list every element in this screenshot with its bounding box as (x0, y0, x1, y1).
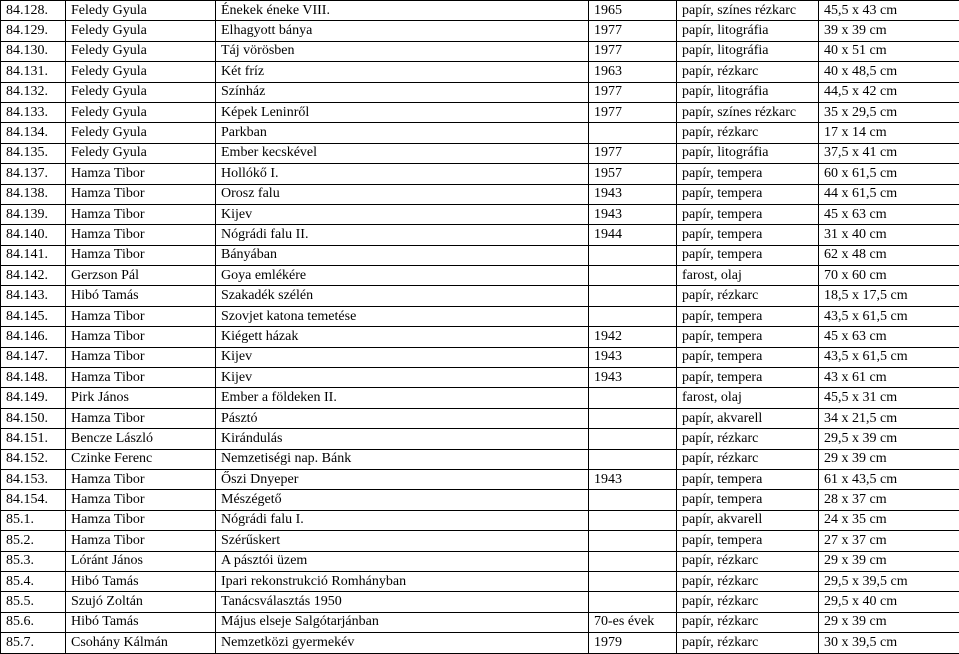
size-cell: 40 x 48,5 cm (819, 62, 959, 82)
size-cell: 45,5 x 43 cm (819, 1, 959, 21)
technique-cell: papír, tempera (677, 184, 819, 204)
artist-cell: Hamza Tibor (66, 510, 216, 530)
artist-cell: Hamza Tibor (66, 368, 216, 388)
technique-cell: papír, tempera (677, 306, 819, 326)
artist-cell: Feledy Gyula (66, 102, 216, 122)
table-row (1, 266, 959, 286)
table-row (1, 510, 959, 530)
year-cell (589, 571, 677, 591)
artist-cell: Hibó Tamás (66, 612, 216, 632)
year-cell (589, 123, 677, 143)
technique-cell: papír, rézkarc (677, 592, 819, 612)
title-cell: Kijev (216, 204, 589, 224)
inventory-number-cell: 84.131. (1, 62, 66, 82)
technique-cell: papír, tempera (677, 368, 819, 388)
table-row (1, 82, 959, 102)
technique-cell: papír, rézkarc (677, 571, 819, 591)
inventory-number-cell: 84.142. (1, 266, 66, 286)
title-cell: Énekek éneke VIII. (216, 1, 589, 21)
artist-cell: Hamza Tibor (66, 245, 216, 265)
technique-cell: papír, litográfia (677, 143, 819, 163)
year-cell: 1977 (589, 21, 677, 41)
table-row (1, 592, 959, 612)
inventory-number-cell: 84.134. (1, 123, 66, 143)
title-cell: A pásztói üzem (216, 551, 589, 571)
size-cell: 40 x 51 cm (819, 41, 959, 61)
year-cell (589, 490, 677, 510)
technique-cell: papír, rézkarc (677, 612, 819, 632)
year-cell: 1957 (589, 164, 677, 184)
artist-cell: Hamza Tibor (66, 225, 216, 245)
inventory-number-cell: 84.145. (1, 306, 66, 326)
inventory-number-cell: 84.146. (1, 327, 66, 347)
title-cell: Hollókő I. (216, 164, 589, 184)
title-cell: Kijev (216, 347, 589, 367)
size-cell: 29,5 x 39,5 cm (819, 571, 959, 591)
artist-cell: Hamza Tibor (66, 204, 216, 224)
size-cell: 29 x 39 cm (819, 449, 959, 469)
table-row (1, 184, 959, 204)
size-cell: 29 x 39 cm (819, 612, 959, 632)
title-cell: Színház (216, 82, 589, 102)
size-cell: 24 x 35 cm (819, 510, 959, 530)
technique-cell: papír, akvarell (677, 510, 819, 530)
technique-cell: papír, rézkarc (677, 551, 819, 571)
technique-cell: papír, tempera (677, 225, 819, 245)
table-row (1, 408, 959, 428)
title-cell: Parkban (216, 123, 589, 143)
inventory-number-cell: 84.150. (1, 408, 66, 428)
table-row (1, 306, 959, 326)
table-row (1, 143, 959, 163)
table-row (1, 633, 959, 653)
year-cell (589, 429, 677, 449)
size-cell: 43 x 61 cm (819, 368, 959, 388)
artist-cell: Feledy Gyula (66, 41, 216, 61)
size-cell: 30 x 39,5 cm (819, 633, 959, 653)
title-cell: Szovjet katona temetése (216, 306, 589, 326)
table-row (1, 469, 959, 489)
year-cell: 1965 (589, 1, 677, 21)
artist-cell: Hibó Tamás (66, 571, 216, 591)
size-cell: 62 x 48 cm (819, 245, 959, 265)
table-row (1, 368, 959, 388)
inventory-number-cell: 85.1. (1, 510, 66, 530)
size-cell: 70 x 60 cm (819, 266, 959, 286)
inventory-number-cell: 85.4. (1, 571, 66, 591)
technique-cell: farost, olaj (677, 388, 819, 408)
year-cell (589, 408, 677, 428)
technique-cell: papír, tempera (677, 469, 819, 489)
inventory-number-cell: 84.147. (1, 347, 66, 367)
technique-cell: papír, tempera (677, 245, 819, 265)
size-cell: 28 x 37 cm (819, 490, 959, 510)
title-cell: Szérűskert (216, 531, 589, 551)
inventory-number-cell: 85.7. (1, 633, 66, 653)
year-cell: 1943 (589, 368, 677, 388)
artist-cell: Bencze László (66, 429, 216, 449)
size-cell: 29,5 x 39 cm (819, 429, 959, 449)
table-row (1, 245, 959, 265)
size-cell: 45 x 63 cm (819, 204, 959, 224)
year-cell (589, 286, 677, 306)
year-cell (589, 449, 677, 469)
artist-cell: Feledy Gyula (66, 62, 216, 82)
year-cell (589, 510, 677, 530)
table-row (1, 388, 959, 408)
artist-cell: Gerzson Pál (66, 266, 216, 286)
year-cell (589, 551, 677, 571)
artist-cell: Hibó Tamás (66, 286, 216, 306)
technique-cell: papír, rézkarc (677, 633, 819, 653)
artist-cell: Csohány Kálmán (66, 633, 216, 653)
inventory-number-cell: 84.143. (1, 286, 66, 306)
table-row (1, 62, 959, 82)
inventory-number-cell: 84.135. (1, 143, 66, 163)
table-row (1, 429, 959, 449)
year-cell: 1943 (589, 204, 677, 224)
table-row (1, 571, 959, 591)
artist-cell: Hamza Tibor (66, 469, 216, 489)
technique-cell: papír, litográfia (677, 41, 819, 61)
year-cell: 1943 (589, 469, 677, 489)
table-row (1, 225, 959, 245)
inventory-number-cell: 85.6. (1, 612, 66, 632)
year-cell (589, 592, 677, 612)
inventory-number-cell: 84.130. (1, 41, 66, 61)
technique-cell: papír, rézkarc (677, 429, 819, 449)
title-cell: Két fríz (216, 62, 589, 82)
title-cell: Orosz falu (216, 184, 589, 204)
catalog-body (1, 1, 959, 654)
size-cell: 44,5 x 42 cm (819, 82, 959, 102)
technique-cell: papír, tempera (677, 164, 819, 184)
size-cell: 37,5 x 41 cm (819, 143, 959, 163)
year-cell: 1944 (589, 225, 677, 245)
year-cell (589, 388, 677, 408)
year-cell (589, 266, 677, 286)
artist-cell: Feledy Gyula (66, 123, 216, 143)
size-cell: 29,5 x 40 cm (819, 592, 959, 612)
inventory-number-cell: 85.5. (1, 592, 66, 612)
size-cell: 27 x 37 cm (819, 531, 959, 551)
artist-cell: Feledy Gyula (66, 143, 216, 163)
size-cell: 60 x 61,5 cm (819, 164, 959, 184)
artist-cell: Hamza Tibor (66, 490, 216, 510)
technique-cell: papír, akvarell (677, 408, 819, 428)
inventory-number-cell: 84.132. (1, 82, 66, 102)
inventory-number-cell: 84.149. (1, 388, 66, 408)
artist-cell: Hamza Tibor (66, 184, 216, 204)
table-row (1, 551, 959, 571)
year-cell: 1979 (589, 633, 677, 653)
year-cell: 1977 (589, 82, 677, 102)
artist-cell: Feledy Gyula (66, 1, 216, 21)
technique-cell: papír, rézkarc (677, 449, 819, 469)
artist-cell: Hamza Tibor (66, 531, 216, 551)
table-row (1, 123, 959, 143)
table-row (1, 164, 959, 184)
size-cell: 43,5 x 61,5 cm (819, 347, 959, 367)
artist-cell: Pirk János (66, 388, 216, 408)
table-row (1, 286, 959, 306)
title-cell: Goya emlékére (216, 266, 589, 286)
table-row (1, 1, 959, 21)
size-cell: 45 x 63 cm (819, 327, 959, 347)
title-cell: Őszi Dnyeper (216, 469, 589, 489)
inventory-number-cell: 84.154. (1, 490, 66, 510)
technique-cell: papír, tempera (677, 204, 819, 224)
year-cell: 1977 (589, 143, 677, 163)
technique-cell: papír, rézkarc (677, 123, 819, 143)
table-row (1, 21, 959, 41)
technique-cell: papír, színes rézkarc (677, 1, 819, 21)
title-cell: Pásztó (216, 408, 589, 428)
size-cell: 29 x 39 cm (819, 551, 959, 571)
year-cell (589, 245, 677, 265)
size-cell: 39 x 39 cm (819, 21, 959, 41)
artist-cell: Hamza Tibor (66, 306, 216, 326)
year-cell: 1942 (589, 327, 677, 347)
technique-cell: papír, tempera (677, 531, 819, 551)
artist-cell: Hamza Tibor (66, 327, 216, 347)
technique-cell: farost, olaj (677, 266, 819, 286)
technique-cell: papír, litográfia (677, 21, 819, 41)
size-cell: 44 x 61,5 cm (819, 184, 959, 204)
year-cell (589, 306, 677, 326)
inventory-number-cell: 84.128. (1, 1, 66, 21)
title-cell: Bányában (216, 245, 589, 265)
title-cell: Szakadék szélén (216, 286, 589, 306)
technique-cell: papír, színes rézkarc (677, 102, 819, 122)
year-cell: 1943 (589, 184, 677, 204)
artist-cell: Feledy Gyula (66, 82, 216, 102)
table-row (1, 41, 959, 61)
technique-cell: papír, rézkarc (677, 62, 819, 82)
inventory-number-cell: 84.137. (1, 164, 66, 184)
inventory-number-cell: 84.153. (1, 469, 66, 489)
inventory-number-cell: 85.2. (1, 531, 66, 551)
technique-cell: papír, rézkarc (677, 286, 819, 306)
table-row (1, 449, 959, 469)
title-cell: Nógrádi falu I. (216, 510, 589, 530)
title-cell: Kiégett házak (216, 327, 589, 347)
size-cell: 34 x 21,5 cm (819, 408, 959, 428)
size-cell: 31 x 40 cm (819, 225, 959, 245)
table-row (1, 490, 959, 510)
technique-cell: papír, tempera (677, 327, 819, 347)
size-cell: 43,5 x 61,5 cm (819, 306, 959, 326)
inventory-number-cell: 84.139. (1, 204, 66, 224)
inventory-number-cell: 84.140. (1, 225, 66, 245)
inventory-number-cell: 84.133. (1, 102, 66, 122)
artist-cell: Lóránt János (66, 551, 216, 571)
year-cell: 1963 (589, 62, 677, 82)
title-cell: Táj vörösben (216, 41, 589, 61)
title-cell: Nemzetközi gyermekév (216, 633, 589, 653)
title-cell: Ember a földeken II. (216, 388, 589, 408)
title-cell: Képek Leninről (216, 102, 589, 122)
title-cell: Mészégető (216, 490, 589, 510)
year-cell: 70-es évek (589, 612, 677, 632)
size-cell: 18,5 x 17,5 cm (819, 286, 959, 306)
inventory-number-cell: 84.148. (1, 368, 66, 388)
inventory-number-cell: 85.3. (1, 551, 66, 571)
inventory-number-cell: 84.141. (1, 245, 66, 265)
inventory-number-cell: 84.151. (1, 429, 66, 449)
year-cell: 1977 (589, 102, 677, 122)
technique-cell: papír, tempera (677, 347, 819, 367)
title-cell: Május elseje Salgótarjánban (216, 612, 589, 632)
artist-cell: Feledy Gyula (66, 21, 216, 41)
table-row (1, 204, 959, 224)
title-cell: Tanácsválasztás 1950 (216, 592, 589, 612)
year-cell: 1943 (589, 347, 677, 367)
size-cell: 45,5 x 31 cm (819, 388, 959, 408)
year-cell (589, 531, 677, 551)
title-cell: Ipari rekonstrukció Romhányban (216, 571, 589, 591)
title-cell: Ember kecskével (216, 143, 589, 163)
table-row (1, 347, 959, 367)
title-cell: Kijev (216, 368, 589, 388)
inventory-number-cell: 84.152. (1, 449, 66, 469)
technique-cell: papír, tempera (677, 490, 819, 510)
artist-cell: Hamza Tibor (66, 408, 216, 428)
title-cell: Elhagyott bánya (216, 21, 589, 41)
title-cell: Kirándulás (216, 429, 589, 449)
size-cell: 35 x 29,5 cm (819, 102, 959, 122)
artist-cell: Hamza Tibor (66, 347, 216, 367)
year-cell: 1977 (589, 41, 677, 61)
technique-cell: papír, litográfia (677, 82, 819, 102)
table-row (1, 612, 959, 632)
table-row (1, 531, 959, 551)
title-cell: Nógrádi falu II. (216, 225, 589, 245)
inventory-number-cell: 84.138. (1, 184, 66, 204)
inventory-number-cell: 84.129. (1, 21, 66, 41)
table-row (1, 327, 959, 347)
size-cell: 61 x 43,5 cm (819, 469, 959, 489)
table-row (1, 102, 959, 122)
title-cell: Nemzetiségi nap. Bánk (216, 449, 589, 469)
artist-cell: Hamza Tibor (66, 164, 216, 184)
size-cell: 17 x 14 cm (819, 123, 959, 143)
artist-cell: Szujó Zoltán (66, 592, 216, 612)
artist-cell: Czinke Ferenc (66, 449, 216, 469)
